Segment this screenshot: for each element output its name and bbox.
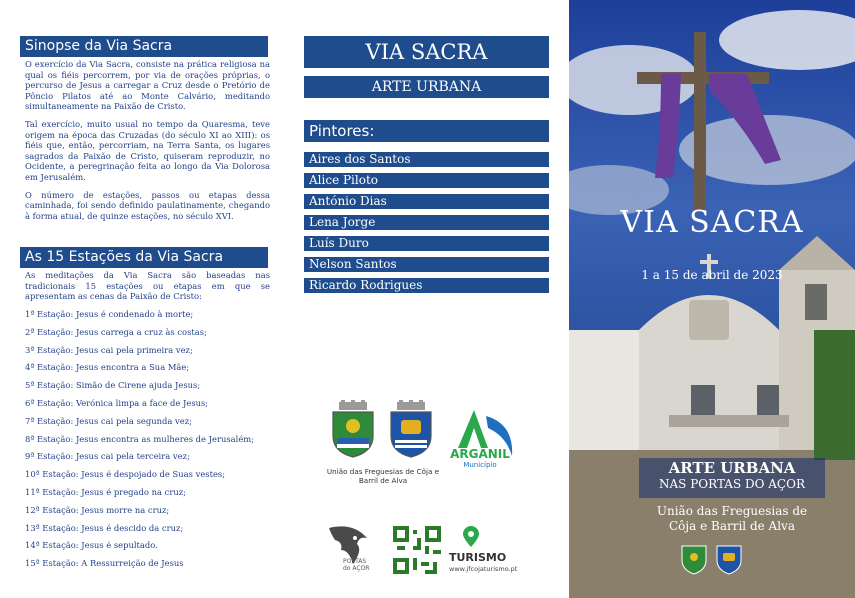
- cover-line2: NAS PORTAS DO AÇOR: [659, 477, 805, 491]
- station-item: 14ª Estação: Jesus é sepultado.: [25, 540, 158, 551]
- cover-panel: [569, 0, 855, 598]
- arganil-name: ARGANIL: [450, 447, 510, 461]
- station-item: 4ª Estação: Jesus encontra a Sua Mãe;: [25, 362, 190, 373]
- cover-union-line2: Côja e Barril de Alva: [669, 519, 795, 533]
- station-item: 13ª Estação: Jesus é descido da cruz;: [25, 522, 184, 533]
- station-item: 10ª Estação: Jesus é despojado de Suas vestes;: [25, 469, 226, 480]
- location-pin-icon: [461, 526, 481, 548]
- station-item: 6ª Estação: Verónica limpa a face de Jesus;: [25, 398, 209, 408]
- cover-line1: ARTE URBANA: [668, 459, 796, 477]
- painter-item: António Dias: [304, 194, 549, 209]
- sinopse-paragraph-3: O número de estações, passos ou etapas dessa caminhada, foi sendo definido paulatinamente, chegando à forma atual, de quinze estações, no século XVI.: [25, 189, 270, 221]
- sinopse-paragraph-1: O exercício da Via Sacra, consiste na prática religiosa na qual os fiéis percorrem, por via de orações próprias, o percurso de Jesus a carregar a Cruz desde o Pretório de Pôncio Pilatos até ao Monte Calvário, meditando simultaneamente na Paixão de Cristo.: [25, 59, 270, 112]
- qr-code: [393, 526, 441, 574]
- cover-dates: 1 a 15 de abril de 2023: [641, 268, 783, 282]
- sinopse-paragraph-2: Tal exercício, muito usual no tempo da Quaresma, teve origem na época das Cruzadas (do século XI ao XIII): os fiéis que, então, percorriam, na Terra Santa, os lugares sagrados da Paixão de Cristo, quiseram reproduzir, no Ocidente, a peregrinação feita ao longo da Via Dolorosa em Jerusalém.: [25, 118, 270, 182]
- station-item: 9ª Estação: Jesus cai pela terceira vez;: [25, 451, 190, 462]
- turismo-url: www.jfcojaturismo.pt: [449, 565, 518, 573]
- station-item: 15ª Estação: A Ressurreição de Jesus: [25, 558, 184, 569]
- painter-item: Lena Jorge: [304, 215, 549, 230]
- barril-de-alva-coat-of-arms: [385, 400, 437, 458]
- painter-item: Nelson Santos: [304, 257, 549, 272]
- union-caption: União das Freguesias de Côja e Barril de Alva: [326, 467, 440, 485]
- station-item: 8ª Estação: Jesus encontra as mulheres de Jerusalém;: [25, 433, 255, 444]
- middle-subtitle: ARTE URBANA: [304, 76, 549, 98]
- painters-label: Pintores:: [304, 120, 549, 142]
- estacoes-intro: As meditações da Via Sacra são baseadas nas tradicionais 15 estações ou etapas em que se apresentam as cenas da Paixão de Cristo:: [25, 270, 270, 302]
- cover-coja-arms: [679, 542, 709, 576]
- middle-panel: [285, 0, 569, 598]
- arganil-sub: Município: [463, 461, 497, 469]
- painter-item: Aires dos Santos: [304, 152, 549, 167]
- portas-logo-text: PORTAS do AÇOR: [343, 558, 370, 572]
- station-item: 11ª Estação: Jesus é pregado na cruz;: [25, 487, 186, 497]
- estacoes-title: As 15 Estações da Via Sacra: [20, 247, 268, 268]
- cover-barril-arms: [714, 542, 744, 576]
- station-item: 12ª Estação: Jesus morre na cruz;: [25, 504, 170, 515]
- station-item: 1ª Estação: Jesus é condenado à morte;: [25, 309, 194, 319]
- cover-title: VIA SACRA: [620, 205, 804, 240]
- cover-union-line1: União das Freguesias de: [656, 504, 808, 518]
- painter-item: Ricardo Rodrigues: [304, 278, 549, 293]
- station-item: 2ª Estação: Jesus carrega a cruz às costas;: [25, 326, 207, 337]
- sinopse-title: Sinopse da Via Sacra: [20, 36, 268, 57]
- station-item: 7ª Estação: Jesus cai pela segunda vez;: [25, 415, 192, 426]
- coja-coat-of-arms: [327, 400, 379, 458]
- middle-title: VIA SACRA: [304, 36, 549, 68]
- turismo-label: TURISMO: [449, 551, 507, 564]
- station-item: 5ª Estação: Simão de Cirene ajuda Jesus;: [25, 380, 201, 391]
- painter-item: Luís Duro: [304, 236, 549, 251]
- station-item: 3ª Estação: Jesus cai pela primeira vez;: [25, 344, 193, 355]
- sinopse-text: [25, 59, 270, 228]
- painter-item: Alice Piloto: [304, 173, 549, 188]
- left-panel: [0, 0, 285, 598]
